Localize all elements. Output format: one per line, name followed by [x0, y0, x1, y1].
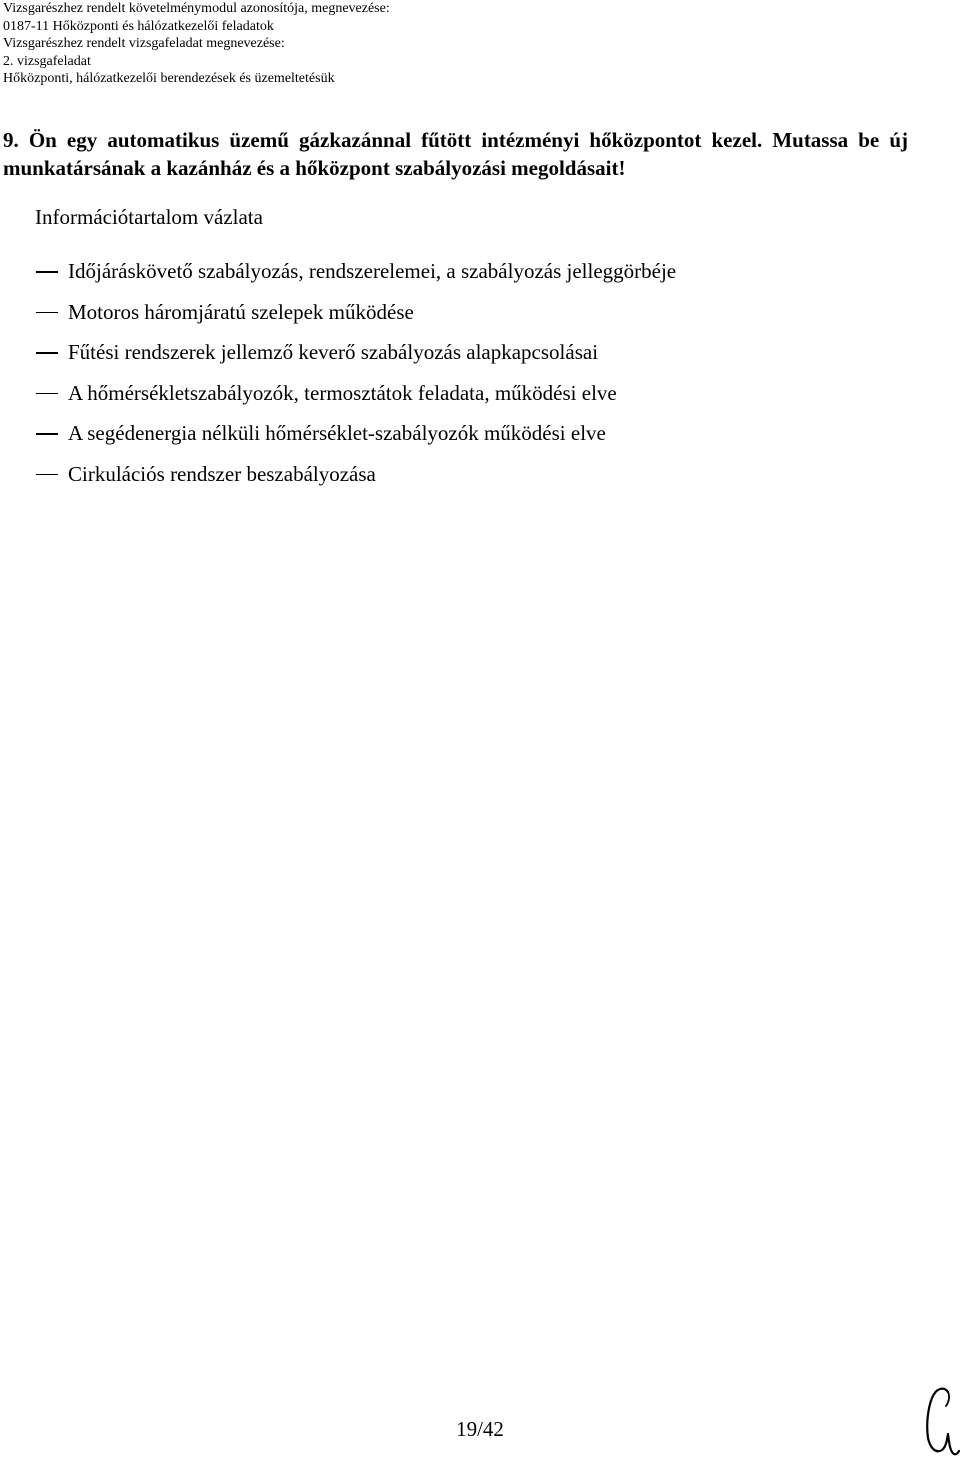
header-task-name: Hőközponti, hálózatkezelői berendezések és üzemeltetésük [3, 71, 335, 86]
list-item [36, 299, 916, 340]
dash-bullet-icon [36, 393, 58, 395]
header-module-label: Vizsgarészhez rendelt követelménymodul azonosítója, megnevezése: [3, 1, 390, 16]
document-header [3, 0, 943, 88]
list-item-text: A hőmérsékletszabályozók, termosztátok feladata, működési elve [68, 380, 617, 405]
outline-list [36, 258, 916, 501]
list-item-text: Fűtési rendszerek jellemző keverő szabályozás alapkapcsolásai [68, 340, 599, 364]
dash-bullet-icon [36, 474, 58, 476]
list-item-text: Időjáráskövető szabályozás, rendszerelemei, a szabályozás jelleggörbéje [68, 259, 677, 283]
list-item [36, 339, 916, 380]
dash-bullet-icon [36, 271, 58, 273]
list-item-text: Motoros háromjáratú szelepek működése [68, 299, 414, 324]
page-number: 19/42 [456, 1417, 504, 1441]
dash-bullet-icon [36, 433, 58, 435]
signature-icon [918, 1384, 960, 1460]
list-item [36, 420, 916, 461]
header-task-label: Vizsgarészhez rendelt vizsgafeladat megnevezése: [3, 36, 285, 51]
dash-bullet-icon [36, 352, 58, 354]
list-item [36, 258, 916, 299]
header-module-name: 0187-11 Hőközponti és hálózatkezelői feladatok [3, 18, 274, 34]
outline-title: Információtartalom vázlata [35, 205, 263, 229]
question-text: 9. Ön egy automatikus üzemű gázkazánnal fűtött intézményi hőközpontot kezel. Mutassa be új munkatársának a kazánház és a hőközpont szabályozási megoldásait! [3, 128, 908, 180]
list-item-text: Cirkulációs rendszer beszabályozása [68, 461, 376, 486]
list-item-text: A segédenergia nélküli hőmérséklet-szabályozók működési elve [68, 421, 606, 445]
dash-bullet-icon [36, 312, 58, 314]
header-task-number: 2. vizsgafeladat [3, 53, 91, 69]
list-item [36, 461, 916, 502]
list-item [36, 380, 916, 421]
